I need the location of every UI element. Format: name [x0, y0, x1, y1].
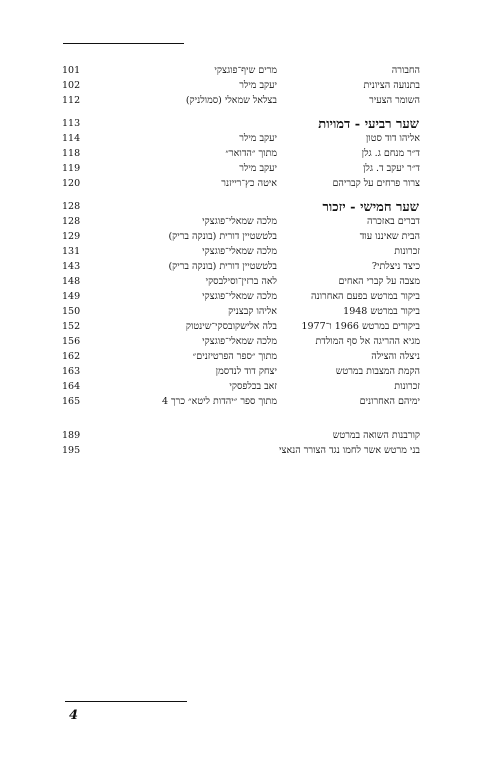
toc-entry	[62, 349, 420, 365]
entry-author: מלכה שמאלי־פוגצקי	[202, 291, 277, 302]
entry-page-number: 152	[62, 321, 81, 332]
toc-entry	[62, 131, 420, 147]
entry-author: יצחק דוד לנדסמן	[215, 366, 277, 377]
entry-title: בתנועה הציונית	[363, 80, 420, 91]
entry-author: יעקב מילר	[239, 163, 277, 174]
entry-title: זכרונות	[394, 381, 420, 392]
entry-page-number: 120	[62, 178, 81, 189]
entry-page-number: 148	[62, 276, 81, 287]
entry-title: אליהו דוד סטון	[365, 133, 420, 144]
toc-entry	[62, 63, 420, 79]
toc-entry	[62, 229, 420, 245]
section-heading-page: 113	[62, 118, 81, 129]
entry-author: לאה ברזין־וסילבסקי	[205, 276, 277, 287]
entry-title: החבורה	[391, 65, 420, 76]
entry-page-number: 119	[62, 163, 81, 174]
toc-entry	[62, 289, 420, 305]
toc-entry	[62, 259, 420, 275]
entry-page-number: 129	[62, 231, 81, 242]
section-heading-page: 128	[62, 201, 81, 212]
entry-title: מצבה על קברי האחים	[338, 276, 420, 287]
bottom-rule	[65, 701, 187, 702]
entry-page-number: 128	[62, 216, 81, 227]
entry-title: ד״ר מנחם ג. גלן	[361, 148, 420, 159]
entry-title: ביקורים במרטש 1966 ו־1977	[301, 321, 420, 332]
entry-page-number: 118	[62, 148, 81, 159]
entry-author: אליהו קבצניק	[228, 306, 277, 317]
entry-page-number: 164	[62, 381, 81, 392]
entry-title: קורבנות השואה במרטש	[332, 430, 420, 441]
entry-page-number: 156	[62, 336, 81, 347]
entry-author: זאב בכלפסקי	[229, 381, 277, 392]
section-heading-row	[62, 116, 420, 132]
entry-page-number: 150	[62, 306, 81, 317]
toc-entry	[62, 334, 420, 350]
entry-author: מתוך ״ספר הפרטיזנים״	[192, 351, 277, 362]
toc-entry	[62, 319, 420, 335]
entry-page-number: 162	[62, 351, 81, 362]
entry-title: דברים באזכרה	[367, 216, 420, 227]
toc-entry	[62, 304, 420, 320]
entry-author: יעקב מילר	[239, 133, 277, 144]
entry-author: מלכה שמאלי־פוגצקי	[202, 246, 277, 257]
entry-author: בצלאל שמאלי (סמולניק)	[185, 95, 277, 106]
entry-title: הבית שאיננו עוד	[359, 231, 420, 242]
entry-title: השומר הצעיר	[369, 95, 420, 106]
entry-title: ד״ר יעקב ד. גלן	[362, 163, 420, 174]
toc-entry	[62, 364, 420, 380]
entry-page-number: 101	[62, 65, 81, 76]
entry-page-number: 143	[62, 261, 81, 272]
entry-title: ניצלה והצילה	[371, 351, 420, 362]
entry-author: בלטשטיין דורית (בונקה בריק)	[168, 231, 277, 242]
page-number: 4	[69, 708, 79, 723]
entry-title: הקמת המצבות במרטש	[335, 366, 420, 377]
entry-author: בלטשטיין דורית (בונקה בריק)	[168, 261, 277, 272]
section-heading: שער חמישי - יזכור	[322, 200, 419, 215]
entry-title: ביקור במרטש בפעם האחרונה	[311, 291, 420, 302]
toc-entry	[62, 428, 420, 444]
entry-author: בלה אלישקובסקי־שינטוק	[185, 321, 277, 332]
section-heading-row	[62, 199, 420, 215]
entry-title: ביקור במרטש 1948	[343, 306, 420, 317]
toc-entry	[62, 214, 420, 230]
toc-entry	[62, 176, 420, 192]
toc-entry	[62, 93, 420, 109]
entry-title: ימיהם האחרונים	[359, 396, 420, 407]
toc-entry	[62, 78, 420, 94]
entry-page-number: 131	[62, 246, 81, 257]
entry-page-number: 195	[62, 445, 81, 456]
toc-entry	[62, 161, 420, 177]
entry-title: זכרונות	[394, 246, 420, 257]
entry-page-number: 102	[62, 80, 81, 91]
section-heading: שער רביעי - דמויות	[318, 117, 419, 132]
toc-entry	[62, 394, 420, 410]
entry-author: מלכה שמאלי־פוגצקי	[202, 216, 277, 227]
entry-author: מתוך ״הדואר״	[225, 148, 277, 159]
entry-page-number: 149	[62, 291, 81, 302]
entry-title: צרור פרחים על קבריהם	[332, 178, 420, 189]
entry-author: מלכה שמאלי־פוגצקי	[202, 336, 277, 347]
entry-author: יעקב מילר	[239, 80, 277, 91]
entry-page-number: 114	[62, 133, 81, 144]
toc-entry	[62, 146, 420, 162]
top-rule	[63, 43, 184, 44]
toc-entry	[62, 443, 420, 459]
toc-entry	[62, 244, 420, 260]
entry-author: מתוך ספר ״יהדות ליטא״ כרך 4	[161, 396, 277, 407]
toc-entry	[62, 274, 420, 290]
entry-title: כיצד ניצלתי?	[371, 261, 420, 272]
entry-author: מרים שיף־פוגצקי	[214, 65, 277, 76]
entry-page-number: 165	[62, 396, 81, 407]
entry-title: בני מרטש אשר לחמו נגד הצורר הנאצי	[279, 445, 420, 456]
entry-page-number: 163	[62, 366, 81, 377]
toc-entry	[62, 379, 420, 395]
entry-page-number: 189	[62, 430, 81, 441]
entry-title: מגיא ההריגה אל סף המולדת	[315, 336, 420, 347]
entry-author: איטה כץ־רייזנר	[221, 178, 277, 189]
entry-page-number: 112	[62, 95, 81, 106]
